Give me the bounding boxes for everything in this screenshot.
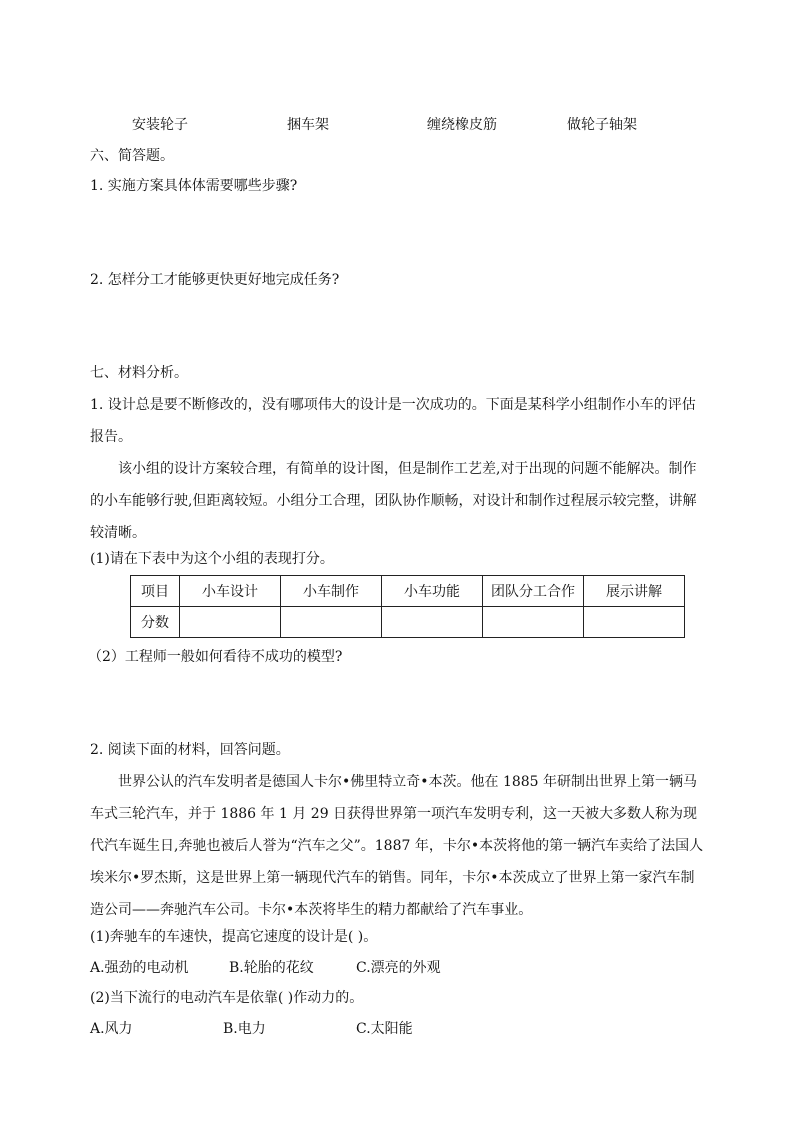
mc2-stem: (2)当下流行的电动汽车是依靠( )作动力的。: [90, 990, 364, 1006]
option-make-axle-frame: 做轮子轴架: [567, 117, 637, 133]
section7-q1-report: 该小组的设计方案较合理，有简单的设计图，但是制作工艺差,对于出现的问题不能解决。制作的小车能够行驶,但距离较短。小组分工合理，团队协作顺畅，对设计和制作过程展示较完整，讲解较清晰。: [90, 461, 697, 541]
mc1-option-b: B.轮胎的花纹: [229, 960, 314, 976]
table-header-cell: 项目: [131, 576, 180, 607]
option-install-wheels: 安装轮子: [132, 117, 188, 133]
mc1-option-a: A.强劲的电动机: [90, 960, 189, 976]
section6-question-2: 2. 怎样分工才能够更快更好地完成任务?: [90, 272, 340, 288]
table-header-cell: 展示讲解: [584, 576, 685, 607]
score-cell[interactable]: [584, 607, 685, 638]
section6-question-1: 1. 实施方案具体体需要哪些步骤?: [90, 178, 298, 194]
mc2-option-a: A.风力: [90, 1021, 133, 1037]
table-header-row: [131, 576, 685, 607]
section7-q1-sub1: (1)请在下表中为这个小组的表现打分。: [90, 551, 334, 567]
table-header-cell: 小车设计: [180, 576, 281, 607]
option-wind-rubber-band: 缠绕橡皮筋: [427, 117, 497, 133]
mc1-option-c: C.漂亮的外观: [356, 960, 441, 976]
table-header-cell: 小车制作: [281, 576, 382, 607]
section6-title: 六、简答题。: [90, 148, 174, 164]
table-header-cell: 小车功能: [382, 576, 483, 607]
section7-title: 七、材料分析。: [90, 365, 188, 381]
option-tie-frame: 捆车架: [287, 117, 329, 133]
section7-q1-intro: 1. 设计总是要不断修改的，没有哪项伟大的设计是一次成功的。下面是某科学小组制作小车的评估报告。: [90, 397, 696, 445]
table-score-row: [131, 607, 685, 638]
mc1-stem: (1)奔驰车的车速快，提高它速度的设计是( )。: [90, 929, 378, 945]
table-row-label: 分数: [131, 607, 180, 638]
mc2-option-c: C.太阳能: [356, 1021, 413, 1037]
score-table: [130, 575, 685, 638]
score-cell[interactable]: [483, 607, 584, 638]
score-cell[interactable]: [281, 607, 382, 638]
table-header-cell: 团队分工合作: [483, 576, 584, 607]
section7-q1-sub2: （2）工程师一般如何看待不成功的模型?: [88, 649, 343, 665]
section7-q2-intro: 2. 阅读下面的材料，回答问题。: [90, 742, 290, 758]
mc2-option-b: B.电力: [223, 1021, 266, 1037]
score-cell[interactable]: [180, 607, 281, 638]
section7-q2-material: 世界公认的汽车发明者是德国人卡尔•佛里特立奇•本茨。他在 1885 年研制出世界上第一辆马车式三轮汽车，并于 1886 年 1 月 29 日获得世界第一项汽车发明专利，这一天被大多数人称为现代汽车诞生日,奔驰也被后人誉为“汽车之父”。1887 年，卡尔•本茨将他的第一辆汽车卖给了法国人埃米尔•罗杰斯，这是世界上第一辆现代汽车的销售。同年，卡尔•本茨成立了世界上第一家汽车制造公司——奔驰汽车公司。卡尔•本茨将毕生的精力都献给了汽车事业。: [90, 774, 704, 918]
score-cell[interactable]: [382, 607, 483, 638]
